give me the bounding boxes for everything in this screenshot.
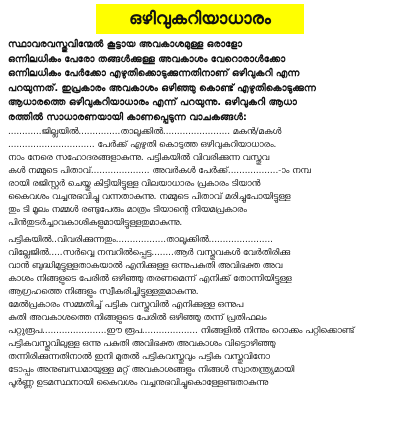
intro-line: ഒന്നിലധികം പേർക്കോ എഴുതിക്കൊടുക്കുന്നതിനാണ് ഒഴിവുകറി എന്ന (8, 68, 300, 80)
body-line: പട്ടികയിൽ..വിവരിക്കുന്നതും..................താലൂക്കിൽ....................... (8, 235, 273, 245)
body-line: നാം നേരെ സഹോദരങ്ങളാകുന്നു. പട്ടികയിൽ വിവരിക്കുന്ന വസ്തുവ (8, 153, 270, 163)
intro-paragraph (8, 38, 392, 126)
body-line: രായി രജിസ്റ്റർ ചെയ്തു കിട്ടിയിട്ടുള്ള വിലയാധാരം പ്രകാരം ടിയാൻ (8, 179, 261, 189)
intro-line: ആധാരത്തെ ഒഴിവുകറിയാധാരം എന്ന് പറയുന്നു. ഒഴിവുകറി ആധാ (8, 97, 297, 109)
body-line: ............................... പേർക്ക് എഴുതി കൊടുത്ത ഒഴിവുകറിയാധാരം. (8, 140, 277, 150)
intro-line: സ്ഥാവരവസ്തുവിന്മേൽ കൂട്ടായ അവകാശമുള്ള ഒരാളോ (8, 39, 243, 50)
deed-body-text (8, 126, 392, 390)
body-line: ............ജില്ലയിൽ...............താലൂക്കിൽ........................ മകൻ/മകൾ (8, 127, 282, 137)
body-line: കൈവശം വച്ചനുഭവിച്ചു വന്നതാകുന്നു. നമ്മുടെ പിതാവ് മരിച്ചുപോയിട്ടുള്ള (8, 192, 291, 202)
body-line: തന്നിരിക്കുന്നതിനാൽ ഇനി മുതൽ പട്ടികവസ്തുവും പട്ടിക വസ്തുവിനോ (8, 352, 270, 362)
body-line: ടോപ്പം അനുബന്ധമായുള്ള മറ്റ് അവകാശങ്ങളും നിങ്ങൾ സ്വാതന്ത്ര്യമായി (8, 365, 295, 375)
document-title: ഒഴിവുകറിയാധാരം (96, 4, 304, 34)
body-line: കുതി അവകാശത്തെ നിങ്ങളുടെ പേരിൽ ഒഴിഞ്ഞു തന്ന് പ്രതിഫലം (8, 313, 267, 323)
intro-line: രത്തിൽ സാധാരണയായി കാണപ്പെടുന്ന വാചകങ്ങൾ: (8, 111, 247, 123)
intro-line: ഒന്നിലധികം പേരോ തങ്ങൾക്കുള്ള അവകാശം വേറൊരാൾക്കോ (8, 53, 286, 65)
body-line: കൾ നമ്മുടെ പിതാവ്..................... അവർകൾ പേർക്ക്..................-ാം നമ്പ (8, 166, 311, 176)
body-line: പറ്റുരൂപ.......................ഈ രൂപ.................... നിങ്ങളിൽ നിന്നും റൊക്കം പറ്റിക്കൊണ്ട് (8, 326, 355, 336)
body-line: തും ടി മൂലം നമ്മൾ രണ്ടുപേരും മാത്രം ടിയാന്റെ നിയമപ്രകാരം (8, 205, 247, 215)
body-line: കാശം നിങ്ങളുടെ പേരിൽ ഒഴിഞ്ഞു തരണമെന്ന് എനിക്ക് തോന്നിയിട്ടുള്ള (8, 274, 292, 284)
body-line: പിൻതുടർച്ചാവകാശികളുമായിട്ടുള്ളതുമാകുന്നു. (8, 218, 183, 228)
body-line: വാൻ ബുദ്ധിമുട്ടുള്ളതാകയാൽ എനിക്കുള്ള ഒന്നുപകുതി അവിഭക്ത അവ (8, 261, 283, 271)
body-line: പട്ടികവസ്തുവിലുള്ള ഒന്നു പകുതി അവിഭക്ത അവകാശം വിട്ടൊഴിഞ്ഞു (8, 339, 276, 349)
body-line: പൂർണ്ണ ഉടമസ്ഥനായി കൈവശം വച്ചനുഭവിച്ചുകൊള്ളേണ്ടതാകുന്നു (8, 378, 268, 388)
intro-line: പറയുന്നത്. ഇപ്രകാരം അവകാശം ഒഴിഞ്ഞു കൊണ്ട് എഴുതികൊടുക്കുന്ന (8, 82, 316, 94)
body-line: വില്ലേജിൽ.....സർവ്വെ നമ്പറിൽപ്പെട്ട........ആർ വസ്തുവകൾ വേർതിരിക്കു (8, 248, 290, 258)
body-line: മേൽപ്രകാരം സമ്മതിച്ച് പട്ടിക വസ്തുവിൽ എനിക്കുള്ള ഒന്നുപ (8, 300, 244, 310)
body-line: ആഗ്രഹത്തെ നിങ്ങളും സ്വീകരിച്ചിട്ടുള്ളതുമാകുന്നു. (8, 287, 199, 297)
